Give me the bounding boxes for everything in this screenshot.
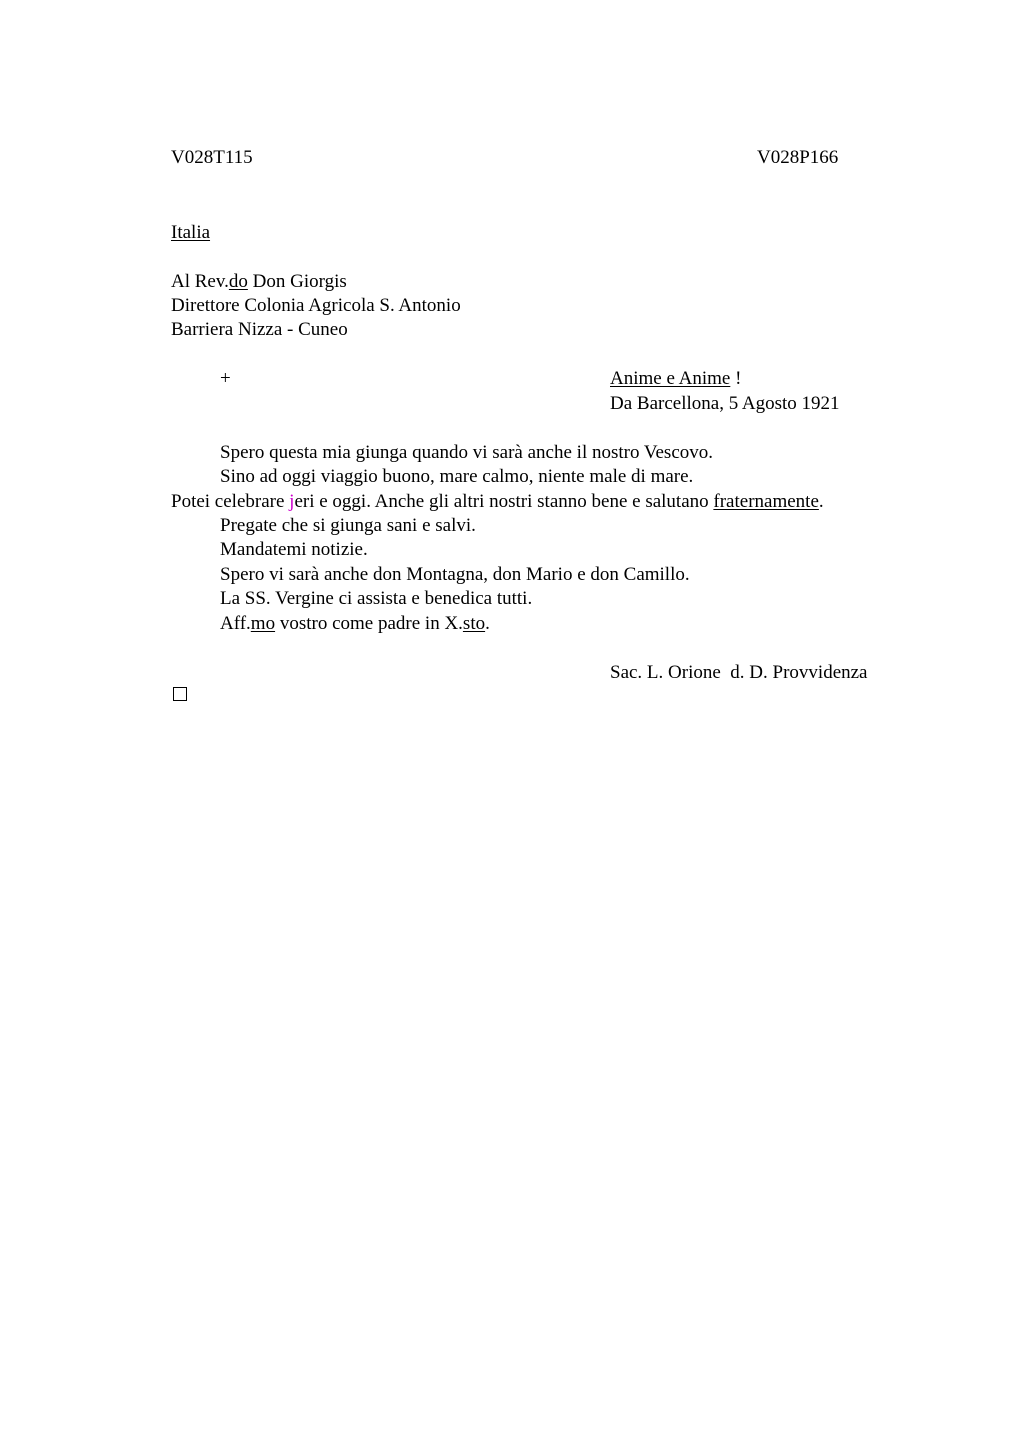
body-line-3: Potei celebrare jeri e oggi. Anche gli altri nostri stanno bene e salutano fraternamente.: [171, 491, 824, 512]
checkbox-square-icon: [173, 687, 187, 701]
body-line-8: Aff.mo vostro come padre in X.sto.: [220, 613, 490, 634]
right-code: V028P166: [757, 147, 839, 168]
body-line-4: Pregate che si giunga sani e salvi.: [220, 515, 476, 536]
left-code: V028T115: [171, 147, 253, 168]
address-line-1: Al Rev.do Don Giorgis: [171, 271, 347, 292]
body-line-2: Sino ad oggi viaggio buono, mare calmo, niente male di mare.: [220, 466, 694, 487]
signature: Sac. L. Orione d. D. Provvidenza: [610, 662, 868, 683]
destination: Italia: [171, 222, 211, 243]
date-place: Da Barcellona, 5 Agosto 1921: [610, 393, 840, 414]
body-line-7: La SS. Vergine ci assista e benedica tutti.: [220, 588, 533, 609]
body-line-6: Spero vi sarà anche don Montagna, don Mario e don Camillo.: [220, 564, 690, 585]
address-line-3: Barriera Nizza - Cuneo: [171, 319, 348, 340]
body-line-1: Spero questa mia giunga quando vi sarà anche il nostro Vescovo.: [220, 442, 714, 463]
cross-mark: +: [220, 368, 231, 389]
body-line-5: Mandatemi notizie.: [220, 539, 368, 560]
motto: Anime e Anime !: [610, 368, 742, 389]
address-line-2: Direttore Colonia Agricola S. Antonio: [171, 295, 461, 316]
